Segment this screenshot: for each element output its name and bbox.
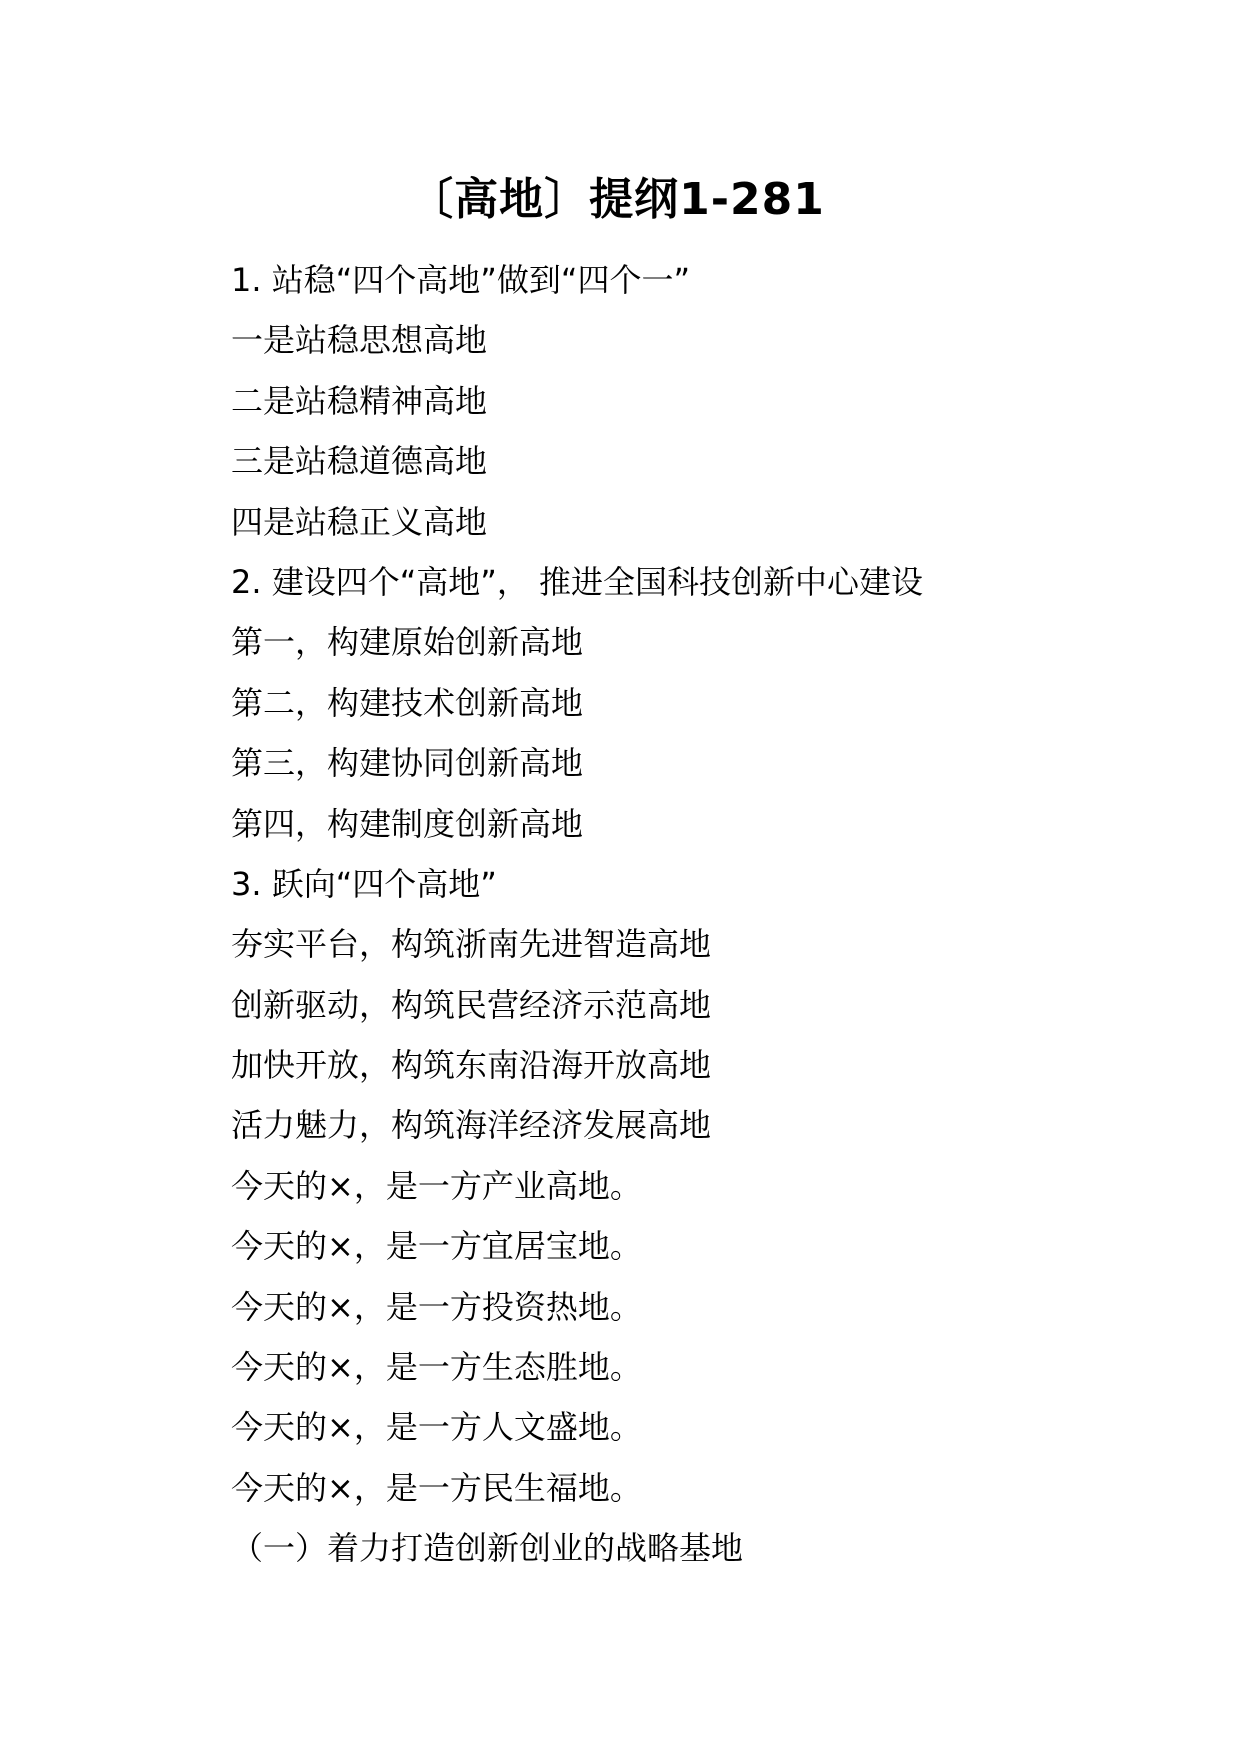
document-body [231,250,1191,1579]
text-line: 一是站稳思想高地 [231,321,488,360]
text-line: 今天的×，是一方人文盛地。 [231,1408,642,1447]
text-line: 创新驱动，构筑民营经济示范高地 [231,985,712,1024]
text-line: 今天的×，是一方产业高地。 [231,1166,642,1205]
text-line: 1. 站稳“四个高地”做到“四个一” [231,261,691,299]
text-line: 第一，构建原始创新高地 [231,623,584,662]
text-line: 夯实平台，构筑浙南先进智造高地 [231,925,712,964]
text-line: 加快开放，构筑东南沿海开放高地 [231,1046,712,1085]
text-line: 四是站稳正义高地 [231,502,488,541]
text-line: 二是站稳精神高地 [231,381,488,420]
text-line: 今天的×，是一方投资热地。 [231,1287,642,1326]
text-line: 今天的×，是一方民生福地。 [231,1468,642,1507]
document-title: 〔高地〕提纲1-281 [409,174,825,225]
text-line: 第三，构建协同创新高地 [231,744,584,783]
text-line: 今天的×，是一方生态胜地。 [231,1348,642,1387]
text-line: 今天的×，是一方宜居宝地。 [231,1227,642,1266]
text-line: 三是站稳道德高地 [231,442,488,481]
text-line: 3. 跃向“四个高地” [231,864,497,903]
text-line: 2. 建设四个“高地”， 推进全国科技创新中心建设 [231,562,924,601]
text-line: 第二，构建技术创新高地 [231,683,584,722]
text-line: （一）着力打造创新创业的战略基地 [231,1529,744,1568]
text-line: 第四，构建制度创新高地 [231,804,584,843]
text-line: 活力魅力，构筑海洋经济发展高地 [231,1106,712,1145]
